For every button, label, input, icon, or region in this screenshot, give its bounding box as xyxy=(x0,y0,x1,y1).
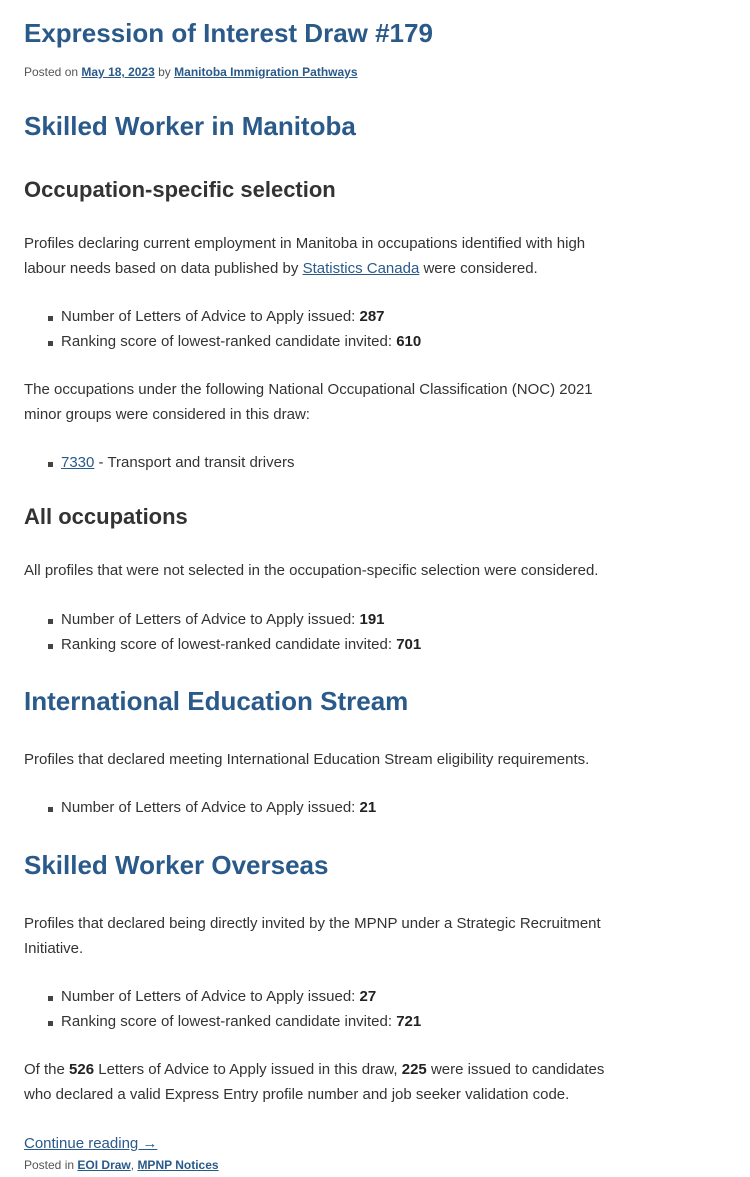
posted-on-label: Posted on xyxy=(24,65,79,79)
international-education-intro: Profiles that declared meeting International Education Stream eligibility requirements. xyxy=(24,751,590,768)
continue-reading xyxy=(24,1135,157,1152)
posted-in-label: Posted in xyxy=(24,1158,75,1172)
occupation-specific-intro xyxy=(24,232,624,281)
intro-text-before-link: Profiles declaring current employment in Manitoba in occupations identified with high labour needs based on data published by xyxy=(24,235,586,277)
summary-text: Letters of Advice to Apply issued in this draw, xyxy=(98,1061,398,1078)
letters-value: 21 xyxy=(359,799,377,816)
express-entry-value: 225 xyxy=(401,1061,427,1078)
skilled-worker-overseas-intro: Profiles that declared being directly invited by the MPNP under a Strategic Recruitment Initiative. xyxy=(24,915,601,957)
list-item xyxy=(24,451,294,476)
noc-list xyxy=(24,451,294,476)
noc-description: - Transport and transit drivers xyxy=(98,454,295,471)
occupation-specific-heading: Occupation-specific selection xyxy=(24,177,336,202)
post-categories xyxy=(24,1158,219,1172)
score-value: 701 xyxy=(396,635,422,653)
score-value: 721 xyxy=(396,1012,422,1030)
skilled-worker-overseas-stats xyxy=(24,985,421,1034)
letters-label: Number of Letters of Advice to Apply issued: xyxy=(61,308,356,325)
post-meta xyxy=(24,65,358,79)
list-item xyxy=(24,633,421,658)
by-label: by xyxy=(158,65,171,79)
letters-label: Number of Letters of Advice to Apply issued: xyxy=(61,799,356,816)
letters-label: Number of Letters of Advice to Apply issued: xyxy=(61,611,356,628)
list-item xyxy=(24,608,421,633)
letters-label: Number of Letters of Advice to Apply issued: xyxy=(61,988,356,1005)
all-occupations-intro: All profiles that were not selected in the occupation-specific selection were considered. xyxy=(24,562,599,579)
score-label: Ranking score of lowest-ranked candidate invited: xyxy=(61,332,393,350)
list-item xyxy=(24,1010,421,1035)
skilled-worker-overseas-heading: Skilled Worker Overseas xyxy=(24,850,329,880)
letters-value: 27 xyxy=(359,988,377,1005)
skilled-worker-manitoba-heading: Skilled Worker in Manitoba xyxy=(24,111,356,141)
score-value: 610 xyxy=(396,332,422,350)
occupation-specific-stats xyxy=(24,305,421,354)
international-education-stats xyxy=(24,796,376,821)
international-education-heading: International Education Stream xyxy=(24,686,409,716)
list-item xyxy=(24,985,421,1010)
category-separator: , xyxy=(130,1158,135,1172)
draw-summary xyxy=(24,1058,624,1107)
continue-reading-link[interactable]: Continue reading → xyxy=(24,1135,158,1152)
author-link[interactable]: Manitoba Immigration Pathways xyxy=(174,65,358,79)
score-label: Ranking score of lowest-ranked candidate invited: xyxy=(61,1012,393,1030)
summary-text: Of the xyxy=(24,1061,65,1078)
noc-intro: The occupations under the following National Occupational Classification (NOC) 2021 minor groups were considered in this draw: xyxy=(24,381,593,423)
intro-text-after-link: were considered. xyxy=(423,259,538,277)
category-link-mpnp-notices[interactable]: MPNP Notices xyxy=(137,1158,219,1172)
post-title[interactable]: Expression of Interest Draw #179 xyxy=(24,18,433,48)
total-letters-value: 526 xyxy=(69,1061,95,1078)
list-item xyxy=(24,305,421,330)
summary-text: were issued to candidates who declared a valid Express Entry profile number and job seeker validation code. xyxy=(24,1061,605,1103)
category-link-eoi-draw[interactable]: EOI Draw xyxy=(77,1158,131,1172)
score-label: Ranking score of lowest-ranked candidate invited: xyxy=(61,635,393,653)
post-date-link[interactable]: May 18, 2023 xyxy=(81,65,155,79)
all-occupations-heading: All occupations xyxy=(24,504,188,529)
statistics-canada-link[interactable]: Statistics Canada xyxy=(302,259,420,277)
noc-code-link[interactable]: 7330 xyxy=(61,454,95,471)
all-occupations-stats xyxy=(24,608,421,657)
letters-value: 287 xyxy=(359,308,385,325)
list-item xyxy=(24,330,421,355)
letters-value: 191 xyxy=(359,611,385,628)
list-item xyxy=(24,796,376,821)
